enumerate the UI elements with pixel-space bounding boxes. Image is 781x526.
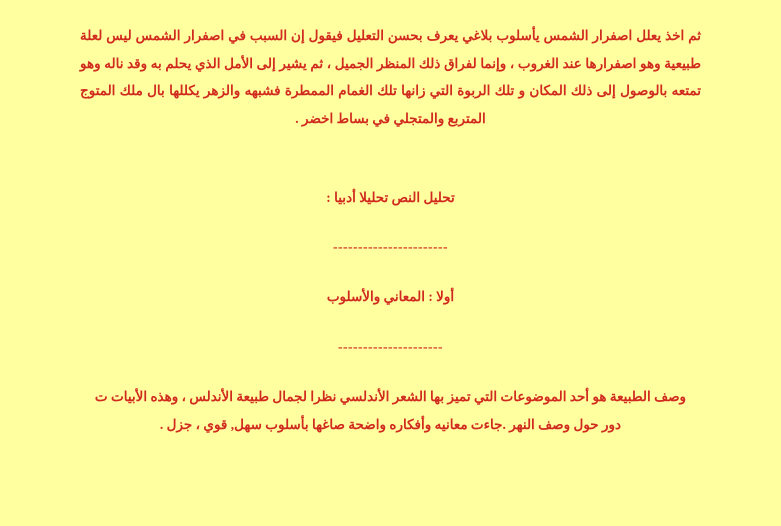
divider-top: ----------------------- <box>333 239 448 255</box>
vertical-spacer <box>80 310 701 336</box>
vertical-spacer <box>80 210 701 236</box>
closing-paragraph-line-2: دور حول وصف النهر .جاءت معانيه وأفكاره واضحة صاغها بأسلوب سهل, قوي ، جزل . <box>159 416 622 432</box>
opening-paragraph: ثم اخذ يعلل اصفرار الشمس يأسلوب بلاغي يعرف بحسن التعليل فيقول إن السبب في اصفرار الشمس ليس لعلة طبيعية وهو اصفرارها عند الغروب ، وإنما لفراق ذلك المنظر الجميل ، ثم يشير إلى الأمل الذي يحلم به وقد ناله وهو تمتعه بالوصول إلى ذلك المكان و تلك الربوة التي زانها تلك الغمام الممطرة فشبهه والزهر يكللها بال ملك المتوج المتربع والمتجلي في بساط اخضر . <box>80 28 701 127</box>
section-title: أولا : المعاني والأسلوب <box>326 288 455 304</box>
vertical-spacer <box>80 357 701 383</box>
divider-bottom: --------------------- <box>338 338 443 354</box>
closing-paragraph-line-1: وصف الطبيعة هو أحد الموضوعات التي تميز بها الشعر الأندلسي نظرا لجمال طبيعة الأندلس ، وهذه الأبيات ت <box>94 389 687 405</box>
vertical-spacer <box>80 133 701 185</box>
vertical-spacer <box>80 258 701 284</box>
analysis-heading: تحليل النص تحليلا أدبيا : <box>326 189 455 205</box>
